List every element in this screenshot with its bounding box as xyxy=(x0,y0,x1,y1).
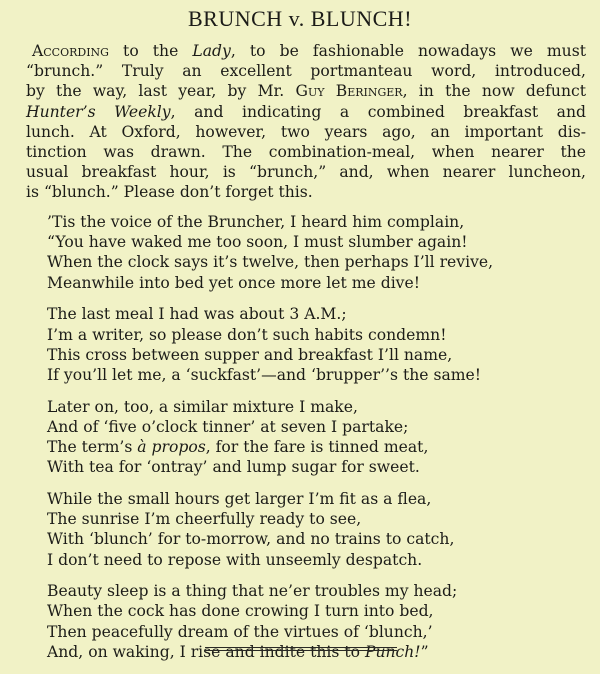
poem-line: Later on, too, a similar mixture I make, xyxy=(47,397,358,416)
intro-line: by the way, last year, by Mr. Guy Beringer, in the now defunct xyxy=(26,82,586,101)
poem-line: I’m a writer, so please don’t such habits condemn! xyxy=(47,325,447,344)
poem-line: And, on waking, I rise and indite this to Punch!” xyxy=(47,642,429,661)
poem-line: While the small hours get larger I’m fit as a flea, xyxy=(47,489,432,508)
poem-line: The last meal I had was about 3 A.M.; xyxy=(47,305,347,324)
poem-line: When the clock says it’s twelve, then perhaps I’ll revive, xyxy=(47,253,494,272)
intro-line: lunch. At Oxford, however, two years ago, an important dis- xyxy=(26,122,586,141)
poem-line: If you’ll let me, a ‘suckfast’—and ‘brupper’’s the same! xyxy=(47,365,482,384)
poem-line: Meanwhile into bed yet once more let me dive! xyxy=(47,273,420,292)
poem-stanza xyxy=(47,212,587,293)
poem-stanza xyxy=(47,397,587,478)
poem-line: With ‘blunch’ for to-morrow, and no trains to catch, xyxy=(47,530,455,549)
poem-line: With tea for ‘ontray’ and lump sugar for sweet. xyxy=(47,458,420,477)
closing-double-rule xyxy=(205,647,397,653)
poem-line: The sunrise I’m cheerfully ready to see, xyxy=(47,510,362,529)
rule-line xyxy=(205,650,397,651)
poem-line: I don’t need to repose with unseemly despatch. xyxy=(47,550,423,569)
intro-line: Hunter’s Weekly, and indicating a combined breakfast and xyxy=(26,102,586,121)
intro-line: tinction was drawn. The combination-meal, when nearer the xyxy=(26,143,586,162)
article-title: BRUNCH v. BLUNCH! xyxy=(187,6,413,31)
poem-line: “You have waked me too soon, I must slumber again! xyxy=(47,233,468,252)
intro-line: “brunch.” Truly an excellent portmanteau word, introduced, xyxy=(26,62,586,81)
rule-line xyxy=(205,647,397,648)
intro-line: is “blunch.” Please don’t forget this. xyxy=(26,183,313,202)
intro-line: usual breakfast hour, is “brunch,” and, when nearer luncheon, xyxy=(26,163,586,182)
poem-line: ’Tis the voice of the Bruncher, I heard him complain, xyxy=(47,213,465,231)
poem-stanza xyxy=(47,489,587,570)
poem-line: Beauty sleep is a thing that ne’er troubles my head; xyxy=(47,582,458,601)
poem-line: This cross between supper and breakfast I’ll name, xyxy=(47,345,453,364)
poem-stanza xyxy=(47,304,587,385)
poem-line: The term’s à propos, for the fare is tinned meat, xyxy=(47,438,429,457)
poem-line: Then peacefully dream of the virtues of ‘blunch,’ xyxy=(47,622,433,641)
poem xyxy=(47,212,587,674)
poem-line: And of ‘five o’clock tinner’ at seven I partake; xyxy=(47,417,409,436)
poem-line: When the cock has done crowing I turn into bed, xyxy=(47,602,434,621)
intro-line: According to the Lady, to be fashionable nowadays we must xyxy=(32,42,586,60)
intro-paragraph xyxy=(26,41,586,203)
